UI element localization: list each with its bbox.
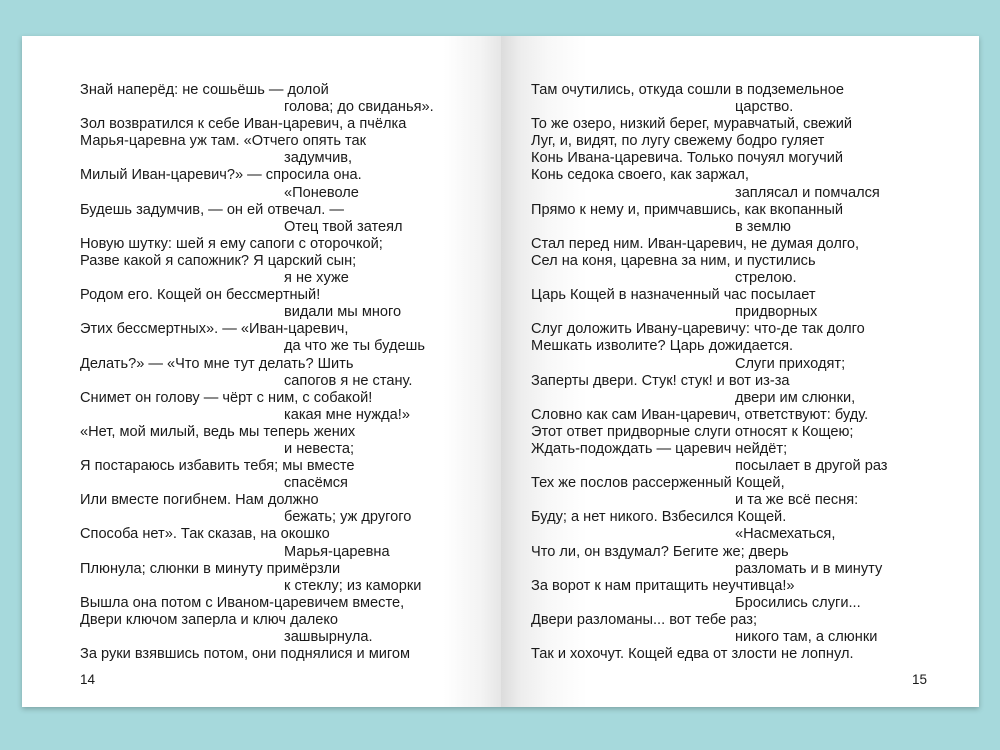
text-line: Двери разломаны... вот тебе раз; — [531, 611, 757, 628]
text-line: стрелою. — [735, 270, 797, 287]
right-page-text — [531, 82, 887, 663]
text-line: Милый Иван-царевич?» — спросила она. — [80, 167, 362, 184]
text-line: спасёмся — [284, 475, 348, 492]
text-line: Или вместе погибнем. Нам должно — [80, 492, 319, 509]
text-line: двери им слюнки, — [735, 389, 856, 406]
text-line: заплясал и помчался — [735, 184, 880, 201]
text-line: царство. — [735, 99, 794, 116]
text-line: Родом его. Кощей он бессмертный! — [80, 287, 321, 304]
text-line: Марья-царевна уж там. «Отчего опять так — [80, 133, 366, 150]
text-line: Бросились слуги... — [735, 594, 861, 611]
text-line: Сел на коня, царевна за ним, и пустились — [531, 252, 816, 269]
text-line: и невеста; — [284, 440, 355, 457]
text-line: Ждать-подождать — царевич нейдёт; — [531, 440, 788, 457]
text-line: «Поневоле — [284, 184, 359, 201]
page-number-left: 14 — [80, 672, 96, 687]
text-line: Царь Кощей в назначенный час посылает — [531, 287, 816, 304]
page-number-right: 15 — [911, 672, 927, 687]
text-line: Этот ответ придворные слуги относят к Кощею; — [531, 423, 854, 440]
text-line: «Нет, мой милый, ведь мы теперь жених — [80, 423, 356, 440]
text-line: Я постараюсь избавить тебя; мы вместе — [80, 458, 355, 475]
text-line: Двери ключом заперла и ключ далеко — [80, 611, 339, 628]
text-line: Разве какой я сапожник? Я царский сын; — [80, 252, 357, 269]
text-line: Будешь задумчив, — он ей отвечал. — — [80, 201, 345, 218]
text-line: Так и хохочут. Кощей едва от злости не лопнул. — [531, 646, 854, 663]
text-line: задумчив, — [284, 150, 353, 167]
text-line: Конь седока своего, как заржал, — [531, 167, 749, 184]
text-line: Луг, и, видят, по лугу свежему бодро гуляет — [531, 133, 825, 150]
text-line: Способа нет». Так сказав, на окошко — [80, 526, 330, 543]
text-line: в землю — [735, 218, 791, 235]
text-line: никого там, а слюнки — [735, 629, 878, 645]
text-line: Мешкать изволите? Царь дожидается. — [531, 338, 794, 355]
text-line: Этих бессмертных». — «Иван-царевич, — [80, 321, 349, 338]
text-line: Заперты двери. Стук! стук! и вот из-за — [531, 372, 790, 389]
text-line: Что ли, он вздумал? Бегите же; дверь — [531, 543, 789, 560]
text-line: Зол возвратился к себе Иван-царевич, а пчёлка — [80, 116, 407, 133]
text-line: к стеклу; из каморки — [284, 577, 422, 594]
text-line: Там очутились, откуда сошли в подземельное — [531, 82, 844, 98]
left-page-text — [80, 82, 434, 663]
text-line: посылает в другой раз — [735, 458, 888, 475]
text-line: Делать?» — «Что мне тут делать? Шить — [80, 355, 354, 372]
text-line: разломать и в минуту — [735, 560, 883, 577]
text-line: Слуги приходят; — [735, 355, 846, 372]
text-line: За руки взявшись потом, они поднялися и мигом — [80, 646, 411, 663]
right-page — [501, 36, 979, 707]
text-line: «Насмехаться, — [735, 526, 836, 543]
text-line: Отец твой затеял — [284, 218, 403, 235]
text-line: голова; до свиданья». — [284, 99, 434, 116]
text-line: бежать; уж другого — [284, 509, 412, 526]
text-line: Буду; а нет никого. Взбесился Кощей. — [531, 509, 787, 526]
text-line: Прямо к нему и, примчавшись, как вкопанный — [531, 201, 843, 218]
text-line: да что же ты будешь — [284, 338, 425, 355]
text-line: Вышла она потом с Иваном-царевичем вместе, — [80, 594, 405, 611]
text-line: То же озеро, низкий берег, муравчатый, свежий — [531, 116, 853, 133]
text-line: сапогов я не стану. — [284, 372, 413, 389]
text-line: Снимет он голову — чёрт с ним, с собакой! — [80, 389, 373, 406]
open-book — [22, 36, 979, 707]
text-line: Стал перед ним. Иван-царевич, не думая долго, — [531, 235, 860, 252]
text-line: какая мне нужда!» — [284, 406, 410, 423]
text-line: Плюнула; слюнки в минуту примёрзли — [80, 560, 341, 577]
text-line: придворных — [735, 304, 818, 321]
text-line: я не хуже — [284, 270, 349, 287]
text-line: и та же всё песня: — [735, 492, 859, 509]
left-page — [22, 36, 501, 707]
text-line: Марья-царевна — [284, 543, 390, 560]
text-line: видали мы много — [284, 304, 402, 321]
text-line: зашвырнула. — [284, 629, 373, 645]
text-line: Слуг доложить Ивану-царевичу: что-де так долго — [531, 321, 865, 338]
text-line: Словно как сам Иван-царевич, ответствуют: буду. — [531, 406, 869, 423]
text-line: Конь Ивана-царевича. Только почуял могучий — [531, 150, 843, 167]
text-line: Знай наперёд: не сошьёшь — долой — [80, 82, 329, 98]
text-line: Новую шутку: шей я ему сапоги с оторочкой; — [80, 235, 383, 252]
text-line: Тех же послов рассерженный Кощей, — [531, 475, 785, 492]
text-line: За ворот к нам притащить неучтивца!» — [531, 577, 795, 594]
